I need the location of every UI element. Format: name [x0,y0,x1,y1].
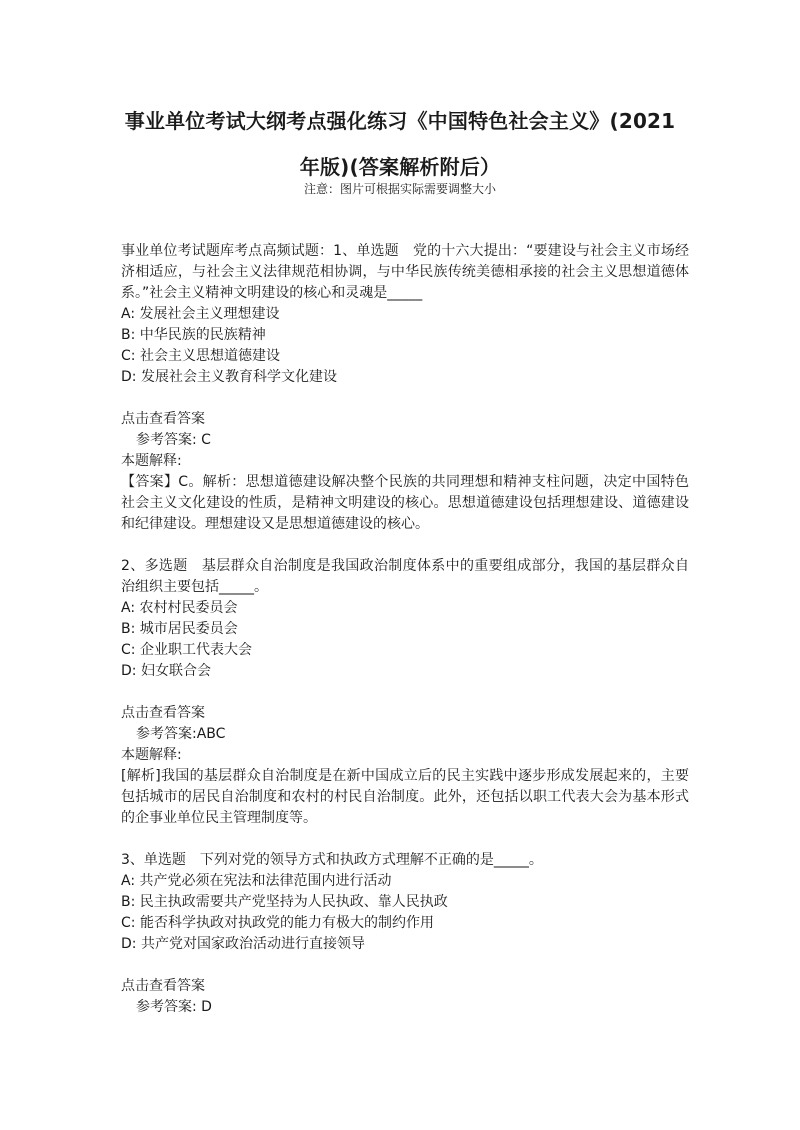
spacer [121,388,689,409]
reference-answer: 参考答案: D [136,999,212,1015]
analysis-label: 本题解释: [121,453,182,469]
spacer [121,682,689,703]
option-d: D: 妇女联合会 [121,663,211,679]
spacer [121,955,689,976]
option-a: A: 发展社会主义理想建设 [121,306,280,322]
question-stem: 事业单位考试题库考点高频试题：1、单选题 党的十六大提出：“要建设与社会主义市场经济相适应，与社会主义法律规范相协调，与中华民族传统美德相承接的社会主义思想道德体系。”社会主义精神文明建设的核心和灵魂是_____ [121,243,689,301]
option-c: C: 能否科学执政对执政党的能力有极大的制约作用 [121,915,434,931]
spacer [121,829,689,850]
analysis-text: [解析]我国的基层群众自治制度是在新中国成立后的民主实践中逐步形成发展起来的，主要包括城市的居民自治制度和农村的村民自治制度。此外，还包括以职工代表大会为基本形式的企事业单位民主管理制度等。 [121,768,689,826]
option-b: B: 中华民族的民族精神 [121,327,266,343]
show-answer-link[interactable]: 点击查看答案 [121,411,205,427]
option-d: D: 发展社会主义教育科学文化建设 [121,369,337,385]
title-line-2: 年版)(答案解析附后） [299,155,501,179]
question-2 [121,556,689,850]
option-a: A: 共产党必须在宪法和法律范围内进行活动 [121,873,392,889]
question-3 [121,850,689,1018]
document-title [100,98,700,190]
option-b: B: 城市居民委员会 [121,621,238,637]
spacer [121,535,689,556]
option-c: C: 企业职工代表大会 [121,642,252,658]
show-answer-link[interactable]: 点击查看答案 [121,705,205,721]
option-d: D: 共产党对国家政治活动进行直接领导 [121,936,365,952]
option-a: A: 农村村民委员会 [121,600,238,616]
option-b: B: 民主执政需要共产党坚持为人民执政、靠人民执政 [121,894,448,910]
image-note: 注意：图片可根据实际需要调整大小 [303,182,496,196]
analysis-text: 【答案】C。解析：思想道德建设解决整个民族的共同理想和精神支柱问题，决定中国特色社会主义文化建设的性质，是精神文明建设的核心。思想道德建设包括理想建设、道德建设和纪律建设。理想建设又是思想道德建设的核心。 [121,474,689,532]
show-answer-link[interactable]: 点击查看答案 [121,978,205,994]
analysis-label: 本题解释: [121,747,182,763]
reference-answer: 参考答案:ABC [136,726,226,742]
questions-content [121,241,689,1018]
question-1 [121,241,689,556]
title-line-1: 事业单位考试大纲考点强化练习《中国特色社会主义》(2021 [124,109,676,133]
question-stem: 3、单选题 下列对党的领导方式和执政方式理解不正确的是_____。 [121,852,543,868]
option-c: C: 社会主义思想道德建设 [121,348,280,364]
reference-answer: 参考答案: C [136,432,211,448]
question-stem: 2、多选题 基层群众自治制度是我国政治制度体系中的重要组成部分，我国的基层群众自治组织主要包括_____。 [121,558,689,595]
